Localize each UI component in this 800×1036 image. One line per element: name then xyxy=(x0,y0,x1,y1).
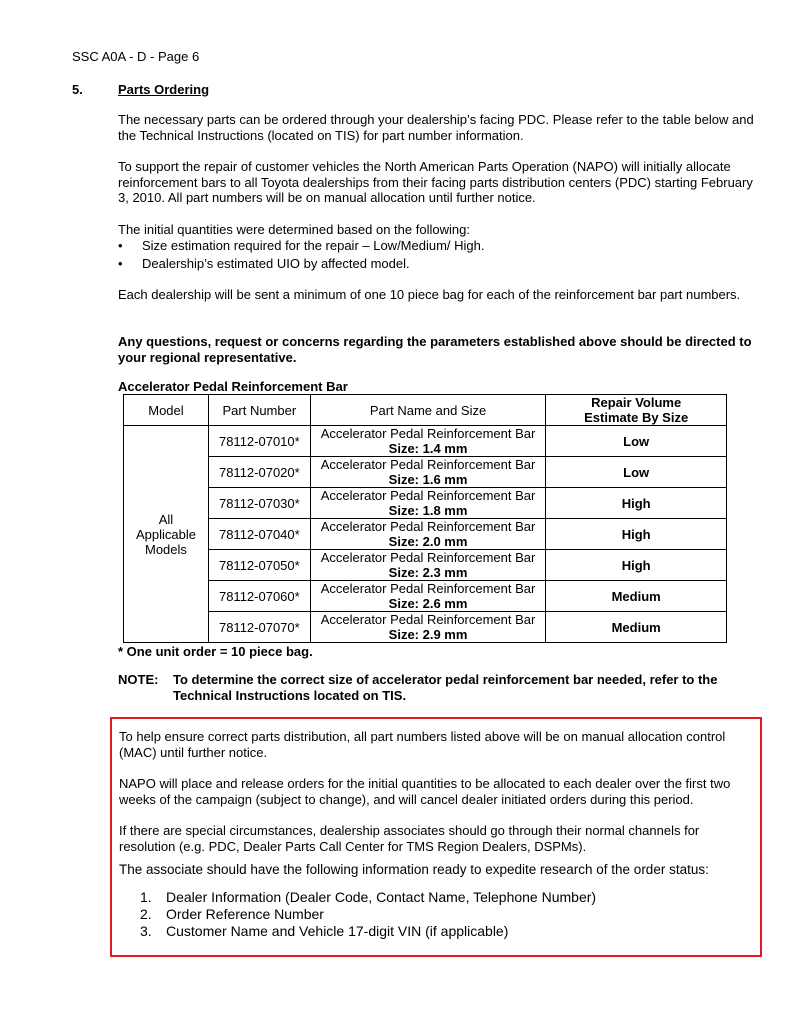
repair-volume: High xyxy=(546,519,727,550)
part-name: Accelerator Pedal Reinforcement Bar Size: 2.3 mm xyxy=(310,550,546,581)
repair-volume: Medium xyxy=(546,612,727,643)
part-name: Accelerator Pedal Reinforcement Bar Size: 1.4 mm xyxy=(310,426,546,457)
section-title: Parts Ordering xyxy=(118,82,210,97)
table-footnote: * One unit order = 10 piece bag. xyxy=(118,644,313,659)
part-number: 78112-07020* xyxy=(208,457,310,488)
header-repair-volume: Repair Volume Estimate By Size xyxy=(546,395,727,426)
table-row xyxy=(124,457,727,488)
part-name: Accelerator Pedal Reinforcement Bar Size: 2.9 mm xyxy=(310,612,546,643)
part-number: 78112-07070* xyxy=(208,612,310,643)
repair-volume: Low xyxy=(546,426,727,457)
paragraph-minimum-bag: Each dealership will be sent a minimum of one 10 piece bag for each of the reinforcement bar part numbers. xyxy=(118,287,741,302)
part-number: 78112-07010* xyxy=(208,426,310,457)
table-row xyxy=(124,581,727,612)
part-number: 78112-07060* xyxy=(208,581,310,612)
repair-volume: High xyxy=(546,550,727,581)
table-row xyxy=(124,612,727,643)
repair-volume: High xyxy=(546,488,727,519)
part-number: 78112-07030* xyxy=(208,488,310,519)
callout-box: To help ensure correct parts distribution, all part numbers listed above will be on manual allocation control (MAC) until further notice. NAPO will place and release orders for the initial quantities to be allocated to each dealer over the first two weeks of the campaign (subject to change), and will cancel dealer initiated orders during this period. If there are special circumstances, dealership associates should go through their normal channels for resolution (e.g. PDC, Dealer Parts Call Center for TMS Region Dealers, DSPMs). The associate should have the following information ready to expedite research of the order status: 1. Dealer Information (Dealer Code, Contact Name, Telephone Number) 2. Order Reference Number 3. Customer Name and Vehicle 17-digit VIN (if applicable) xyxy=(110,717,762,957)
paragraph-napo: To support the repair of customer vehicles the North American Parts Operation (NAPO) will initially allocate reinforcement bars to all Toyota dealerships from their facing parts distribution centers (PDC) starting February 3, 2010. All part numbers will be on manual allocation until further notice. xyxy=(118,159,753,205)
header-model: Model xyxy=(124,395,209,426)
model-cell: All Applicable Models xyxy=(124,426,209,643)
part-name: Accelerator Pedal Reinforcement Bar Size: 1.6 mm xyxy=(310,457,546,488)
note-label: NOTE: xyxy=(118,672,159,687)
table-header-row xyxy=(124,395,727,426)
paragraph-pdc: The necessary parts can be ordered through your dealership’s facing PDC. Please refer to the table below and the Technical Instructions (located on TIS) for part number information. xyxy=(118,112,754,143)
callout-mac: To help ensure correct parts distribution, all part numbers listed above will be on manual allocation control (MAC) until further notice. xyxy=(119,729,726,760)
table-row xyxy=(124,426,727,457)
bullet-icon: • xyxy=(118,256,123,271)
part-number: 78112-07040* xyxy=(208,519,310,550)
table-row xyxy=(124,519,727,550)
part-number: 78112-07050* xyxy=(208,550,310,581)
page-header: SSC A0A - D - Page 6 xyxy=(72,49,200,64)
table-row xyxy=(124,488,727,519)
callout-napo-orders: NAPO will place and release orders for the initial quantities to be allocated to each dealer over the first two weeks of the campaign (subject to change), and will cancel dealer initiated orders during this period. xyxy=(119,776,731,807)
repair-volume: Low xyxy=(546,457,727,488)
bullet-icon: • xyxy=(118,238,123,253)
parts-table xyxy=(123,394,727,643)
part-name: Accelerator Pedal Reinforcement Bar Size: 2.0 mm xyxy=(310,519,546,550)
paragraph-questions: Any questions, request or concerns regarding the parameters established above should be directed to your regional representative. xyxy=(118,334,752,365)
paragraph-quantities: The initial quantities were determined based on the following: xyxy=(118,222,470,237)
table-caption: Accelerator Pedal Reinforcement Bar xyxy=(118,379,348,394)
table-row xyxy=(124,550,727,581)
repair-volume: Medium xyxy=(546,581,727,612)
part-name: Accelerator Pedal Reinforcement Bar Size: 2.6 mm xyxy=(310,581,546,612)
note-text: To determine the correct size of accelerator pedal reinforcement bar needed, refer to the Technical Instructions located on TIS. xyxy=(173,672,718,703)
section-number: 5. xyxy=(72,82,83,97)
header-part-name: Part Name and Size xyxy=(310,395,546,426)
callout-special-circumstances: If there are special circumstances, dealership associates should go through their normal channels for resolution (e.g. PDC, Dealer Parts Call Center for TMS Region Dealers, DSPMs). xyxy=(119,823,700,854)
callout-associate-info: The associate should have the following information ready to expedite research of the order status: xyxy=(119,862,709,877)
part-name: Accelerator Pedal Reinforcement Bar Size: 1.8 mm xyxy=(310,488,546,519)
header-part-number: Part Number xyxy=(208,395,310,426)
